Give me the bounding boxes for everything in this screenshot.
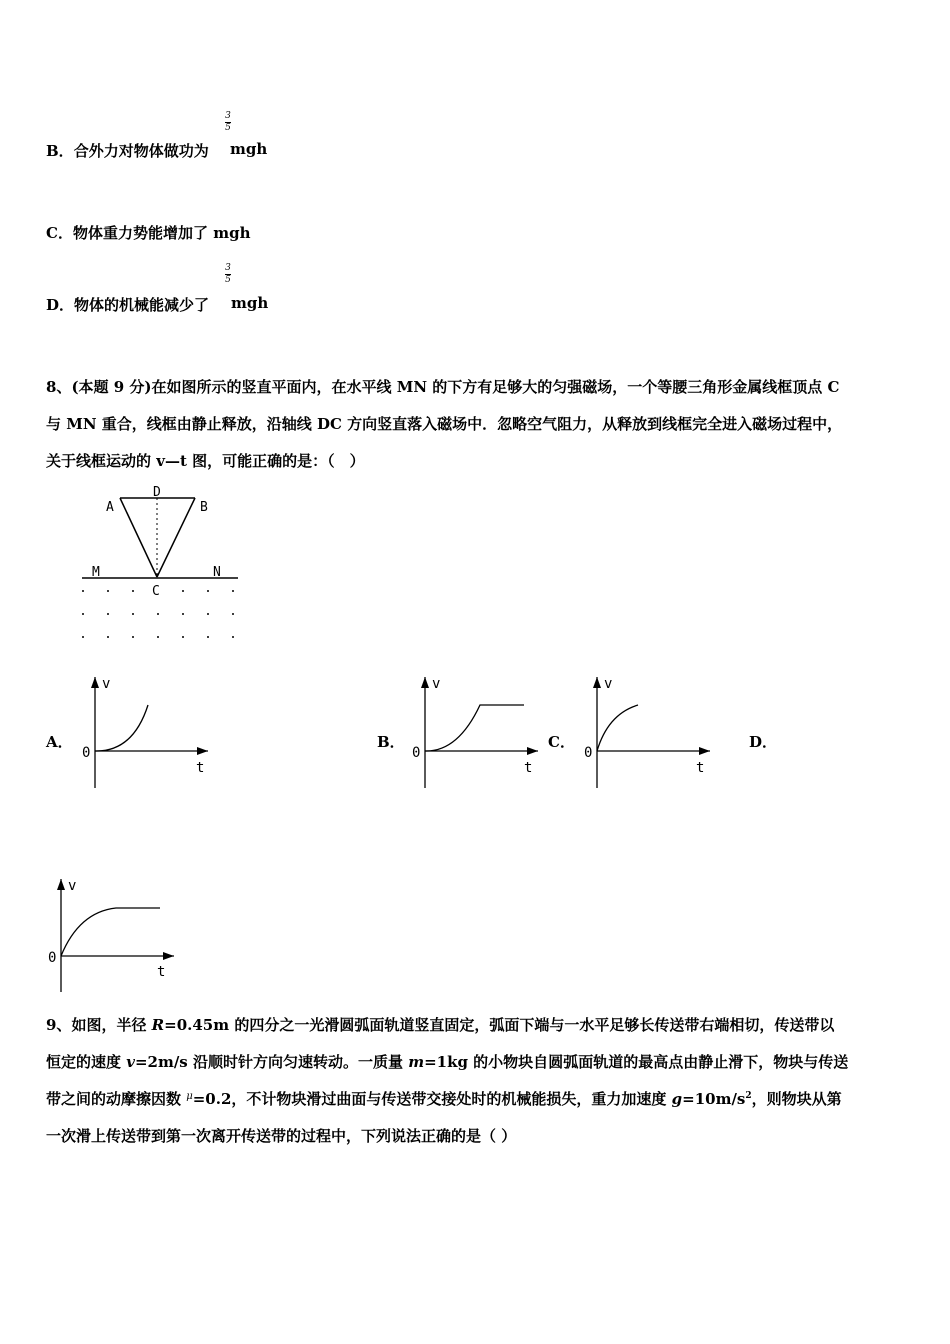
option-b: [46, 140, 209, 161]
svg-text:t: t: [524, 760, 533, 776]
svg-text:t: t: [696, 760, 705, 776]
q9-line-1: 9、如图，半径 R=0.45m 的四分之一光滑圆弧面轨道竖直固定，弧面下端与一水平足够长传送带右端相切，传送带以: [46, 1016, 835, 1034]
option-d-graph-label: D．: [749, 733, 778, 751]
symbol-mu: μ: [186, 1091, 193, 1102]
graph-a: [78, 672, 218, 792]
q8-line-3: 关于线框运动的 v—t 图，可能正确的是：（ ）: [46, 452, 365, 470]
symbol-m: m: [408, 1053, 425, 1071]
option-d-fraction: [223, 264, 233, 285]
option-d-text: 物体的机械能减少了: [74, 296, 210, 314]
q9-line-4: 一次滑上传送带到第一次离开传送带的过程中，下列说法正确的是（ ）: [46, 1127, 517, 1145]
q8-line-1: [46, 376, 839, 397]
svg-text:t: t: [196, 760, 205, 776]
label-m: M: [92, 565, 100, 580]
option-c-text: 物体重力势能增加了: [72, 224, 208, 242]
svg-text:0: 0: [584, 745, 593, 761]
label-d: D: [153, 485, 161, 500]
option-d-unit: mgh: [231, 294, 269, 312]
svg-text:v: v: [102, 676, 111, 692]
svg-text:v: v: [68, 878, 77, 894]
svg-text:v: v: [604, 676, 613, 692]
option-d: [46, 294, 209, 315]
svg-text:0: 0: [48, 950, 57, 966]
curve-a: [95, 705, 148, 751]
curve-c: [597, 705, 638, 751]
q9-number: 9、: [46, 1016, 72, 1034]
graph-c: [580, 672, 720, 792]
label-b: B: [200, 500, 208, 515]
svg-text:0: 0: [412, 745, 421, 761]
svg-text:v: v: [432, 676, 441, 692]
label-c: C: [152, 584, 160, 599]
svg-text:0: 0: [82, 745, 91, 761]
label-n: N: [213, 565, 221, 580]
option-c-unit: mgh: [213, 224, 251, 242]
svg-text:t: t: [157, 964, 166, 980]
graph-d: [44, 874, 184, 996]
option-b-label: B．: [46, 142, 74, 160]
fraction-numerator: 3: [225, 263, 231, 273]
triangle-right-edge: [157, 498, 195, 577]
symbol-r: R: [151, 1016, 165, 1034]
option-b-graph-label: B．: [377, 733, 405, 751]
label-a: A: [106, 500, 114, 515]
fraction-denominator: 5: [225, 123, 231, 133]
fraction-numerator: 3: [225, 111, 231, 121]
q8-number: 8、: [46, 378, 72, 396]
q8-score: (本题 9 分): [71, 378, 152, 396]
option-d-label: D．: [46, 296, 75, 314]
superscript-2: 2: [745, 1091, 752, 1101]
symbol-g: g: [671, 1090, 683, 1108]
option-c-label: C．: [46, 224, 73, 242]
option-b-text: 合外力对物体做功为: [73, 142, 209, 160]
q9-line-2: 恒定的速度 v=2m/s 沿顺时针方向匀速转动。一质量 m=1kg 的小物块自圆弧面轨道的最高点由静止滑下，物块与传送: [46, 1053, 849, 1071]
option-b-unit: mgh: [230, 140, 268, 158]
option-c: [46, 222, 250, 243]
q8-text-1: 在如图所示的竖直平面内，在水平线 MN 的下方有足够大的匀强磁场，一个等腰三角形金属线框顶点 C: [151, 378, 840, 396]
graph-b: [408, 672, 548, 792]
q8-line-2: 与 MN 重合，线框由静止释放，沿轴线 DC 方向竖直落入磁场中．忽略空气阻力，从释放到线框完全进入磁场过程中，: [46, 415, 843, 433]
triangle-figure: [75, 480, 250, 650]
symbol-v: v: [126, 1053, 135, 1071]
q9-line-3: 带之间的动摩擦因数 $^\mu$=0.2，不计物块滑过曲面与传送带交接处时的机械能损失，重力加速度 $g=10m/s^2$，则物块从第: [46, 1090, 842, 1108]
curve-d: [61, 908, 160, 956]
option-a-label: A．: [46, 733, 73, 751]
fraction-denominator: 5: [225, 275, 231, 285]
curve-b: [425, 705, 524, 751]
triangle-left-edge: [120, 498, 157, 577]
option-c-graph-label: C．: [548, 733, 575, 751]
option-b-fraction: [223, 112, 233, 133]
